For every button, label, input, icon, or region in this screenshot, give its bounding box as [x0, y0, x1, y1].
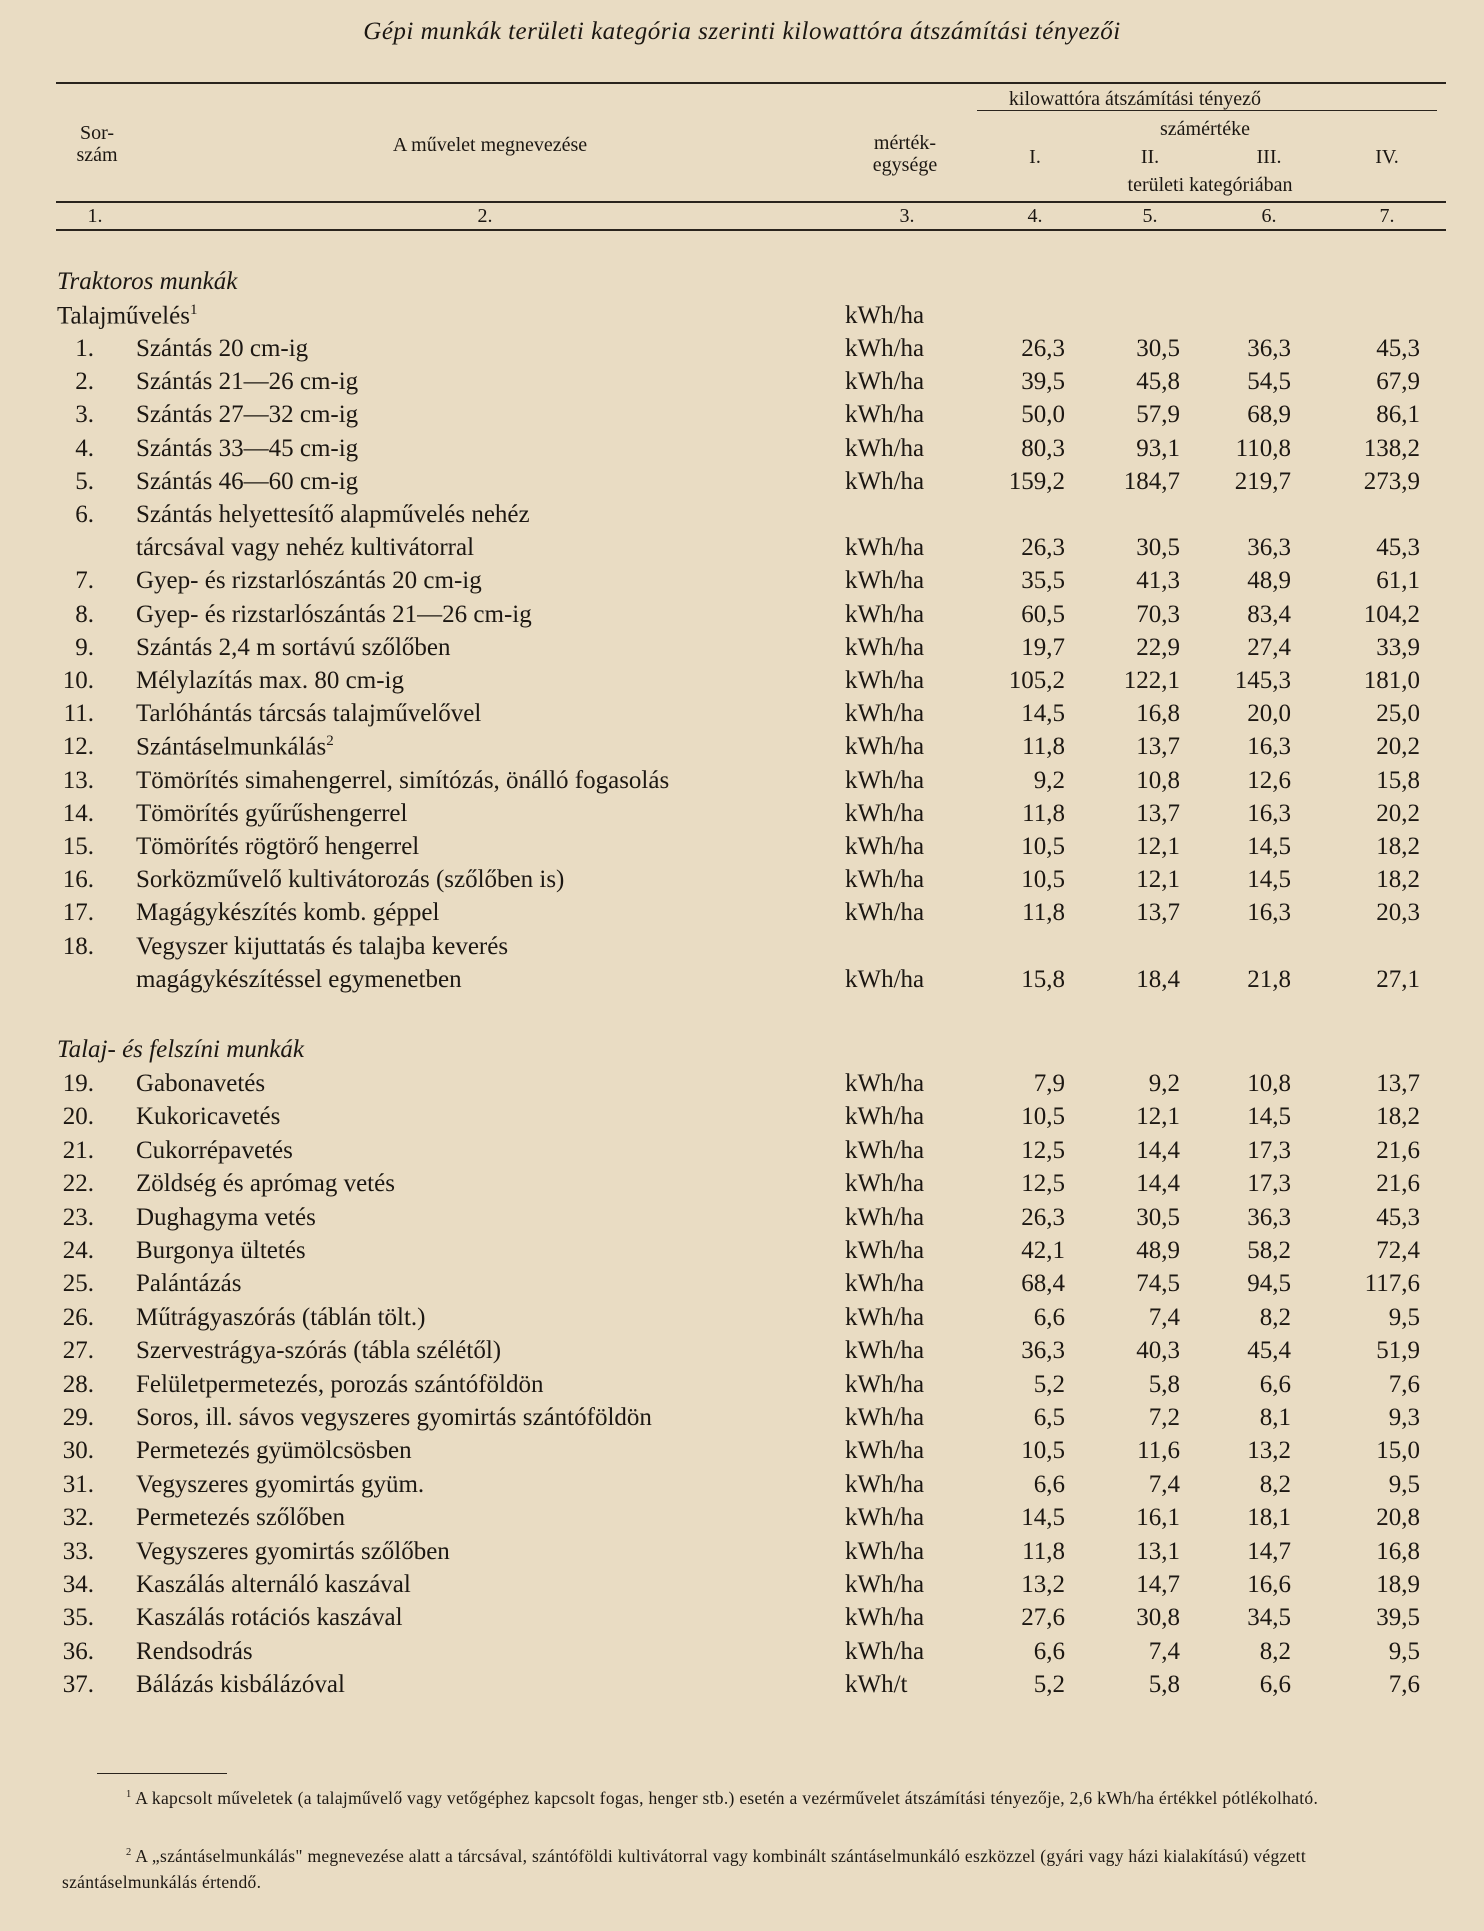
row-value-cat4: 9,5 [1388, 1303, 1420, 1331]
row-value-cat1: 19,7 [1021, 633, 1065, 661]
subsection-talajmuveles: Talajművelés$^1$ [57, 302, 198, 330]
row-number: 2. [75, 368, 94, 396]
row-name: Felületpermetezés, porozás szántóföldön [136, 1370, 544, 1398]
row-value-cat2: 184,7 [1123, 467, 1180, 495]
row-value-cat4: 86,1 [1376, 401, 1420, 429]
row-name: Szántás 20 cm-ig [136, 335, 309, 362]
row-name: Magágykészítés komb. géppel [136, 899, 440, 927]
row-value-cat3: 219,7 [1234, 467, 1291, 495]
row-value-cat4: 18,2 [1376, 866, 1420, 894]
row-number: 7. [75, 567, 94, 595]
row-unit: kWh/ha [845, 567, 925, 595]
row-value-cat4: 20,3 [1376, 899, 1420, 927]
row-name: Tarlóhántás tárcsás talajművelővel [136, 700, 482, 728]
row-unit: kWh/ha [845, 467, 925, 495]
row-value-cat4: 273,9 [1363, 467, 1420, 495]
row-value-cat1: 10,5 [1021, 1437, 1065, 1465]
row-value-cat4: 18,2 [1376, 1103, 1420, 1131]
row-value-cat2: 16,1 [1136, 1504, 1180, 1532]
row-value-cat3: 8,2 [1259, 1637, 1291, 1665]
row-value-cat4: 45,3 [1376, 534, 1420, 562]
row-value-cat4: 104,2 [1363, 600, 1420, 628]
colnum-3: 3. [899, 205, 915, 227]
row-value-cat3: 6,6 [1259, 1370, 1291, 1398]
row-value-cat4: 39,5 [1376, 1604, 1420, 1632]
row-value-cat3: 110,8 [1235, 434, 1291, 462]
row-value-cat3: 8,2 [1259, 1470, 1291, 1498]
row-value-cat1: 6,6 [1033, 1303, 1065, 1331]
row-number: 32. [62, 1504, 94, 1532]
row-name: Gyep- és rizstarlószántás 21—26 cm-ig [136, 600, 532, 628]
row-unit: kWh/ha [845, 1070, 925, 1097]
row-value-cat1: 12,5 [1021, 1136, 1065, 1164]
row-value-cat1: 26,3 [1021, 534, 1065, 562]
header-group-bottom: területi kategóriában [1127, 174, 1293, 196]
row-unit: kWh/ha [845, 633, 925, 661]
row-unit: kWh/ha [845, 965, 925, 993]
row-number: 14. [62, 799, 94, 827]
header-cat3: III. [1256, 146, 1282, 168]
colnum-6: 6. [1261, 205, 1277, 227]
row-value-cat3: 8,2 [1259, 1303, 1291, 1331]
row-value-cat2: 74,5 [1136, 1270, 1180, 1298]
row-number: 34. [62, 1571, 94, 1598]
row-value-cat3: 20,0 [1247, 700, 1291, 728]
row-name: Dughagyma vetés [136, 1203, 316, 1231]
row-value-cat1: 12,5 [1021, 1170, 1065, 1198]
row-value-cat3: 58,2 [1247, 1237, 1291, 1264]
row-number: 28. [62, 1370, 94, 1398]
row-value-cat2: 13,1 [1136, 1537, 1180, 1565]
row-value-cat2: 45,8 [1136, 368, 1180, 396]
row-number: 26. [62, 1303, 94, 1331]
row-value-cat1: 26,3 [1021, 335, 1065, 362]
row-value-cat3: 68,9 [1247, 401, 1291, 429]
footnote-rule [97, 1773, 227, 1774]
row-value-cat1: 14,5 [1021, 1504, 1065, 1532]
row-value-cat3: 17,3 [1247, 1136, 1291, 1164]
row-value-cat3: 13,2 [1247, 1437, 1291, 1465]
row-value-cat3: 45,4 [1247, 1337, 1291, 1365]
row-value-cat2: 16,8 [1136, 700, 1180, 728]
row-name: Cukorrépavetés [136, 1136, 293, 1164]
row-unit: kWh/ha [845, 766, 925, 794]
row-value-cat4: 33,9 [1376, 633, 1420, 661]
row-value-cat4: 9,5 [1388, 1470, 1420, 1498]
row-unit: kWh/ha [845, 368, 925, 396]
row-value-cat1: 80,3 [1021, 434, 1065, 462]
row-value-cat1: 14,5 [1021, 700, 1065, 728]
row-number: 8. [75, 600, 94, 628]
row-value-cat2: 48,9 [1136, 1237, 1180, 1264]
row-name: Tömörítés gyűrűshengerrel [136, 799, 408, 827]
row-unit: kWh/ha [845, 700, 925, 728]
row-number: 12. [62, 733, 94, 761]
row-value-cat4: 138,2 [1363, 434, 1420, 462]
row-number: 36. [62, 1637, 94, 1665]
row-value-cat1: 27,6 [1021, 1604, 1065, 1632]
row-unit: kWh/ha [845, 1637, 925, 1665]
row-unit: kWh/ha [845, 1437, 925, 1465]
row-unit: kWh/ha [845, 1504, 925, 1532]
row-value-cat1: 35,5 [1021, 567, 1065, 595]
row-value-cat2: 12,1 [1136, 1103, 1180, 1131]
row-value-cat1: 10,5 [1021, 1103, 1065, 1131]
row-value-cat3: 10,8 [1247, 1070, 1291, 1097]
row-number: 31. [62, 1470, 94, 1498]
row-value-cat4: 181,0 [1363, 667, 1420, 694]
row-value-cat4: 117,6 [1364, 1270, 1420, 1298]
row-value-cat1: 68,4 [1021, 1270, 1065, 1298]
colnum-4: 4. [1027, 205, 1043, 227]
row-value-cat3: 48,9 [1247, 567, 1291, 595]
row-name: Szántás 33—45 cm-ig [136, 434, 359, 462]
row-value-cat3: 54,5 [1247, 368, 1291, 396]
row-value-cat1: 6,6 [1033, 1470, 1065, 1498]
row-value-cat3: 34,5 [1247, 1604, 1291, 1632]
row-value-cat3: 12,6 [1247, 766, 1291, 794]
row-value-cat4: 7,6 [1388, 1370, 1420, 1398]
row-number: 15. [62, 833, 94, 860]
row-unit: kWh/ha [845, 733, 925, 761]
row-value-cat4: 13,7 [1376, 1070, 1420, 1097]
row-unit: kWh/ha [845, 1303, 925, 1331]
row-name: Szervestrágya-szórás (tábla szélétől) [136, 1337, 502, 1365]
row-name: Vegyszeres gyomirtás szőlőben [136, 1537, 450, 1565]
row-number: 1. [75, 335, 94, 362]
row-name: Rendsodrás [136, 1637, 253, 1665]
row-unit: kWh/ha [845, 1136, 925, 1164]
header-mertekegyseg: mérték- egysége [872, 132, 938, 176]
row-value-cat2: 7,4 [1148, 1470, 1180, 1498]
row-name: Szántás 27—32 cm-ig [136, 401, 359, 429]
row-name: Vegyszeres gyomirtás gyüm. [136, 1470, 425, 1498]
row-name: Kaszálás rotációs kaszával [136, 1604, 403, 1632]
row-value-cat3: 14,7 [1247, 1537, 1291, 1565]
row-unit: kWh/t [845, 1671, 908, 1699]
row-name: Permetezés szőlőben [136, 1504, 345, 1532]
row-value-cat1: 36,3 [1021, 1337, 1065, 1365]
row-unit: kWh/ha [845, 799, 925, 827]
header-muvelet: A művelet megnevezése [392, 134, 588, 156]
row-name: Szántás 2,4 m sortávú szőlőben [136, 633, 451, 661]
row-unit: kWh/ha [845, 401, 925, 429]
row-unit: kWh/ha [845, 1237, 925, 1264]
row-name: Vegyszer kijuttatás és talajba keverés [136, 932, 509, 960]
row-value-cat1: 10,5 [1021, 866, 1065, 894]
row-name: Szántás 46—60 cm-ig [136, 467, 359, 495]
row-value-cat2: 57,9 [1136, 401, 1180, 429]
row-number: 27. [62, 1337, 94, 1365]
row-name: Szántás helyettesítő alapművelés nehéz [136, 501, 530, 528]
row-name: Palántázás [136, 1270, 242, 1298]
row-value-cat4: 20,8 [1376, 1504, 1420, 1532]
section-talaj-felszini: Talaj- és felszíni munkák [57, 1036, 304, 1063]
row-number: 17. [62, 899, 94, 927]
group-rule [977, 110, 1437, 111]
row-value-cat4: 67,9 [1376, 368, 1420, 396]
row-number: 18. [62, 932, 94, 960]
row-value-cat3: 36,3 [1247, 534, 1291, 562]
row-value-cat2: 11,6 [1137, 1437, 1180, 1465]
header-cat1: I. [1029, 146, 1041, 168]
row-number: 19. [62, 1070, 94, 1097]
row-value-cat1: 159,2 [1008, 467, 1065, 495]
row-value-cat4: 16,8 [1376, 1537, 1420, 1565]
row-value-cat2: 12,1 [1136, 866, 1180, 894]
row-number: 3. [75, 401, 94, 429]
row-unit: kWh/ha [845, 600, 925, 628]
row-value-cat1: 5,2 [1033, 1671, 1065, 1699]
row-number: 5. [75, 467, 94, 495]
row-value-cat1: 9,2 [1033, 766, 1065, 794]
row-unit: kWh/ha [845, 1203, 925, 1231]
row-number: 21. [62, 1136, 94, 1164]
row-number: 25. [62, 1270, 94, 1298]
row-value-cat3: 17,3 [1247, 1170, 1291, 1198]
row-value-cat3: 8,1 [1259, 1404, 1291, 1431]
row-value-cat4: 45,3 [1376, 1203, 1420, 1231]
row-number: 33. [62, 1537, 94, 1565]
row-number: 6. [75, 501, 94, 528]
row-unit: kWh/ha [845, 1537, 925, 1565]
row-value-cat2: 13,7 [1136, 799, 1180, 827]
row-name: Permetezés gyümölcsösben [136, 1437, 412, 1465]
row-name: Kaszálás alternáló kaszával [136, 1571, 411, 1598]
header-group-top: kilowattóra átszámítási tényező [1008, 88, 1262, 110]
section-traktoros: Traktoros munkák [57, 268, 238, 295]
row-value-cat4: 20,2 [1376, 799, 1420, 827]
row-value-cat1: 11,8 [1022, 899, 1065, 927]
row-value-cat1: 50,0 [1021, 401, 1065, 429]
row-value-cat3: 94,5 [1247, 1270, 1291, 1298]
row-name: Tömörítés simahengerrel, simítózás, önálló fogasolás [136, 766, 670, 794]
row-value-cat2: 10,8 [1136, 766, 1180, 794]
row-number: 4. [75, 434, 94, 462]
row-unit: kWh/ha [845, 1370, 925, 1398]
row-value-cat2: 14,7 [1136, 1571, 1180, 1598]
header-bottom-rule [56, 229, 1446, 231]
row-value-cat1: 7,9 [1033, 1070, 1065, 1097]
row-value-cat1: 60,5 [1021, 600, 1065, 628]
row-number: 11. [63, 700, 94, 728]
row-value-cat1: 105,2 [1008, 667, 1065, 694]
row-name: Soros, ill. sávos vegyszeres gyomirtás szántóföldön [136, 1404, 652, 1431]
row-name: Szántás 21—26 cm-ig [136, 368, 359, 396]
row-value-cat2: 30,8 [1136, 1604, 1180, 1632]
header-cat2: II. [1140, 146, 1160, 168]
row-value-cat2: 12,1 [1136, 833, 1180, 860]
row-value-cat2: 22,9 [1136, 633, 1180, 661]
subsection-unit: kWh/ha [845, 302, 925, 329]
row-value-cat3: 18,1 [1247, 1504, 1291, 1532]
row-number: 35. [62, 1604, 94, 1632]
row-value-cat2: 30,5 [1136, 1203, 1180, 1231]
colnum-1: 1. [87, 205, 103, 227]
row-number: 16. [62, 866, 94, 894]
row-value-cat3: 36,3 [1247, 335, 1291, 362]
row-value-cat1: 10,5 [1021, 833, 1065, 860]
row-value-cat2: 14,4 [1136, 1170, 1180, 1198]
row-value-cat2: 30,5 [1136, 335, 1180, 362]
row-value-cat2: 14,4 [1136, 1136, 1180, 1164]
row-name: Sorközművelő kultivátorozás (szőlőben is) [136, 866, 565, 894]
row-value-cat3: 145,3 [1234, 667, 1291, 694]
row-value-cat4: 27,1 [1376, 965, 1420, 993]
row-unit: kWh/ha [845, 1103, 925, 1131]
header-group-mid: számértéke [1160, 118, 1250, 140]
row-value-cat3: 6,6 [1259, 1671, 1291, 1699]
row-value-cat4: 9,3 [1388, 1404, 1420, 1431]
row-unit: kWh/ha [845, 1170, 925, 1198]
row-name: Gabonavetés [136, 1070, 266, 1097]
row-number: 22. [62, 1170, 94, 1198]
row-unit: kWh/ha [845, 667, 925, 694]
row-name: Kukoricavetés [136, 1103, 281, 1131]
row-value-cat1: 42,1 [1021, 1237, 1065, 1264]
row-value-cat4: 21,6 [1376, 1136, 1420, 1164]
row-value-cat3: 16,6 [1247, 1571, 1291, 1598]
row-value-cat4: 7,6 [1388, 1671, 1420, 1699]
row-value-cat2: 30,5 [1136, 534, 1180, 562]
row-name: Tömörítés rögtörő hengerrel [136, 833, 420, 860]
row-value-cat1: 5,2 [1033, 1370, 1065, 1398]
row-value-cat1: 26,3 [1021, 1203, 1065, 1231]
row-value-cat2: 70,3 [1136, 600, 1180, 628]
row-value-cat1: 13,2 [1021, 1571, 1065, 1598]
row-value-cat4: 21,6 [1376, 1170, 1420, 1198]
row-name: Gyep- és rizstarlószántás 20 cm-ig [136, 567, 482, 595]
row-value-cat2: 7,4 [1148, 1637, 1180, 1665]
row-value-cat4: 20,2 [1376, 733, 1420, 761]
row-unit: kWh/ha [845, 534, 925, 562]
row-value-cat2: 13,7 [1136, 733, 1180, 761]
row-value-cat2: 5,8 [1148, 1370, 1180, 1398]
row-value-cat1: 39,5 [1021, 368, 1065, 396]
row-unit: kWh/ha [845, 833, 925, 860]
row-number: 29. [62, 1404, 94, 1431]
row-value-cat4: 72,4 [1376, 1237, 1420, 1264]
row-value-cat3: 16,3 [1247, 899, 1291, 927]
row-value-cat3: 14,5 [1247, 833, 1291, 860]
row-value-cat4: 45,3 [1376, 335, 1420, 362]
row-value-cat3: 14,5 [1247, 866, 1291, 894]
row-value-cat3: 27,4 [1247, 633, 1291, 661]
row-number: 23. [62, 1203, 94, 1231]
row-name: Zöldség és aprómag vetés [136, 1170, 395, 1198]
row-number: 24. [62, 1237, 94, 1264]
row-value-cat2: 7,2 [1148, 1404, 1180, 1431]
row-value-cat3: 21,8 [1247, 965, 1291, 993]
row-value-cat1: 6,5 [1033, 1404, 1065, 1431]
row-unit: kWh/ha [845, 1470, 925, 1498]
row-number: 20. [62, 1103, 94, 1131]
row-name: Mélylazítás max. 80 cm-ig [136, 667, 404, 694]
row-name: Bálázás kisbálázóval [136, 1671, 345, 1699]
page-title: Gépi munkák területi kategória szerinti kilowattóra átszámítási tényezői [363, 18, 1121, 45]
row-number: 13. [62, 766, 94, 794]
header-cat4: IV. [1375, 146, 1399, 168]
row-name: tárcsával vagy nehéz kultivátorral [136, 534, 475, 562]
row-number: 30. [62, 1437, 94, 1465]
row-value-cat4: 15,8 [1376, 766, 1420, 794]
row-value-cat4: 18,9 [1376, 1571, 1420, 1598]
colnum-2: 2. [477, 205, 493, 227]
row-value-cat4: 15,0 [1376, 1437, 1420, 1465]
row-value-cat4: 25,0 [1376, 700, 1420, 728]
row-value-cat1: 11,8 [1022, 733, 1065, 761]
row-number: 10. [62, 667, 94, 694]
row-value-cat3: 83,4 [1247, 600, 1291, 628]
row-value-cat3: 36,3 [1247, 1203, 1291, 1231]
row-value-cat3: 16,3 [1247, 733, 1291, 761]
colnum-7: 7. [1379, 205, 1395, 227]
row-name: Burgonya ültetés [136, 1237, 306, 1264]
row-unit: kWh/ha [845, 1571, 925, 1598]
row-value-cat1: 15,8 [1021, 965, 1065, 993]
header-top-rule [56, 82, 1446, 84]
row-value-cat2: 40,3 [1136, 1337, 1180, 1365]
row-value-cat4: 51,9 [1376, 1337, 1420, 1365]
row-number: 37. [62, 1671, 94, 1699]
row-value-cat4: 9,5 [1388, 1637, 1420, 1665]
row-value-cat1: 6,6 [1033, 1637, 1065, 1665]
row-value-cat3: 14,5 [1247, 1103, 1291, 1131]
footnote-1: $^1$ A kapcsolt műveletek (a talajművelő vagy vetőgéphez kapcsolt fogas, henger stb.) esetén a vezérművelet átszámítási tényezője, 2,6 kWh/ha értékkel pótlékolható. [126, 1787, 1319, 1808]
colnum-5: 5. [1142, 205, 1158, 227]
row-unit: kWh/ha [845, 1337, 925, 1365]
row-name-footnote-mark: 2 [326, 733, 334, 750]
row-name: Műtrágyaszórás (táblán tölt.) [136, 1303, 426, 1331]
row-value-cat1: 11,8 [1022, 799, 1065, 827]
row-value-cat2: 122,1 [1123, 667, 1180, 694]
row-unit: kWh/ha [845, 1604, 925, 1632]
row-value-cat4: 61,1 [1376, 567, 1420, 595]
row-value-cat2: 41,3 [1136, 567, 1180, 595]
footnote-2: $^2$ A „szántáselmunkálás" megnevezése alatt a tárcsával, szántóföldi kultivátorral vagy kombinált szántáselmunkáló eszközzel (gyári vagy házi kialakítású) végzett szántáselmunkálás értendő. [62, 1845, 1306, 1892]
row-value-cat2: 13,7 [1136, 899, 1180, 927]
row-unit: kWh/ha [845, 899, 925, 927]
row-name: magágykészítéssel egymenetben [136, 965, 462, 993]
row-name: Szántáselmunkálás$^2$ [136, 733, 334, 761]
row-value-cat4: 18,2 [1376, 833, 1420, 860]
row-unit: kWh/ha [845, 866, 925, 894]
row-value-cat2: 18,4 [1136, 965, 1180, 993]
row-unit: kWh/ha [845, 335, 925, 362]
row-unit: kWh/ha [845, 434, 925, 462]
row-value-cat2: 7,4 [1148, 1303, 1180, 1331]
row-unit: kWh/ha [845, 1404, 925, 1431]
row-value-cat2: 5,8 [1148, 1671, 1180, 1699]
row-value-cat2: 93,1 [1136, 434, 1180, 462]
row-unit: kWh/ha [845, 1270, 925, 1298]
row-value-cat1: 11,8 [1022, 1537, 1065, 1565]
header-sorszam: Sor- szám [76, 122, 118, 166]
row-value-cat2: 9,2 [1148, 1070, 1180, 1097]
row-value-cat3: 16,3 [1247, 799, 1291, 827]
row-number: 9. [75, 633, 94, 661]
header-mid-rule [56, 201, 1446, 203]
